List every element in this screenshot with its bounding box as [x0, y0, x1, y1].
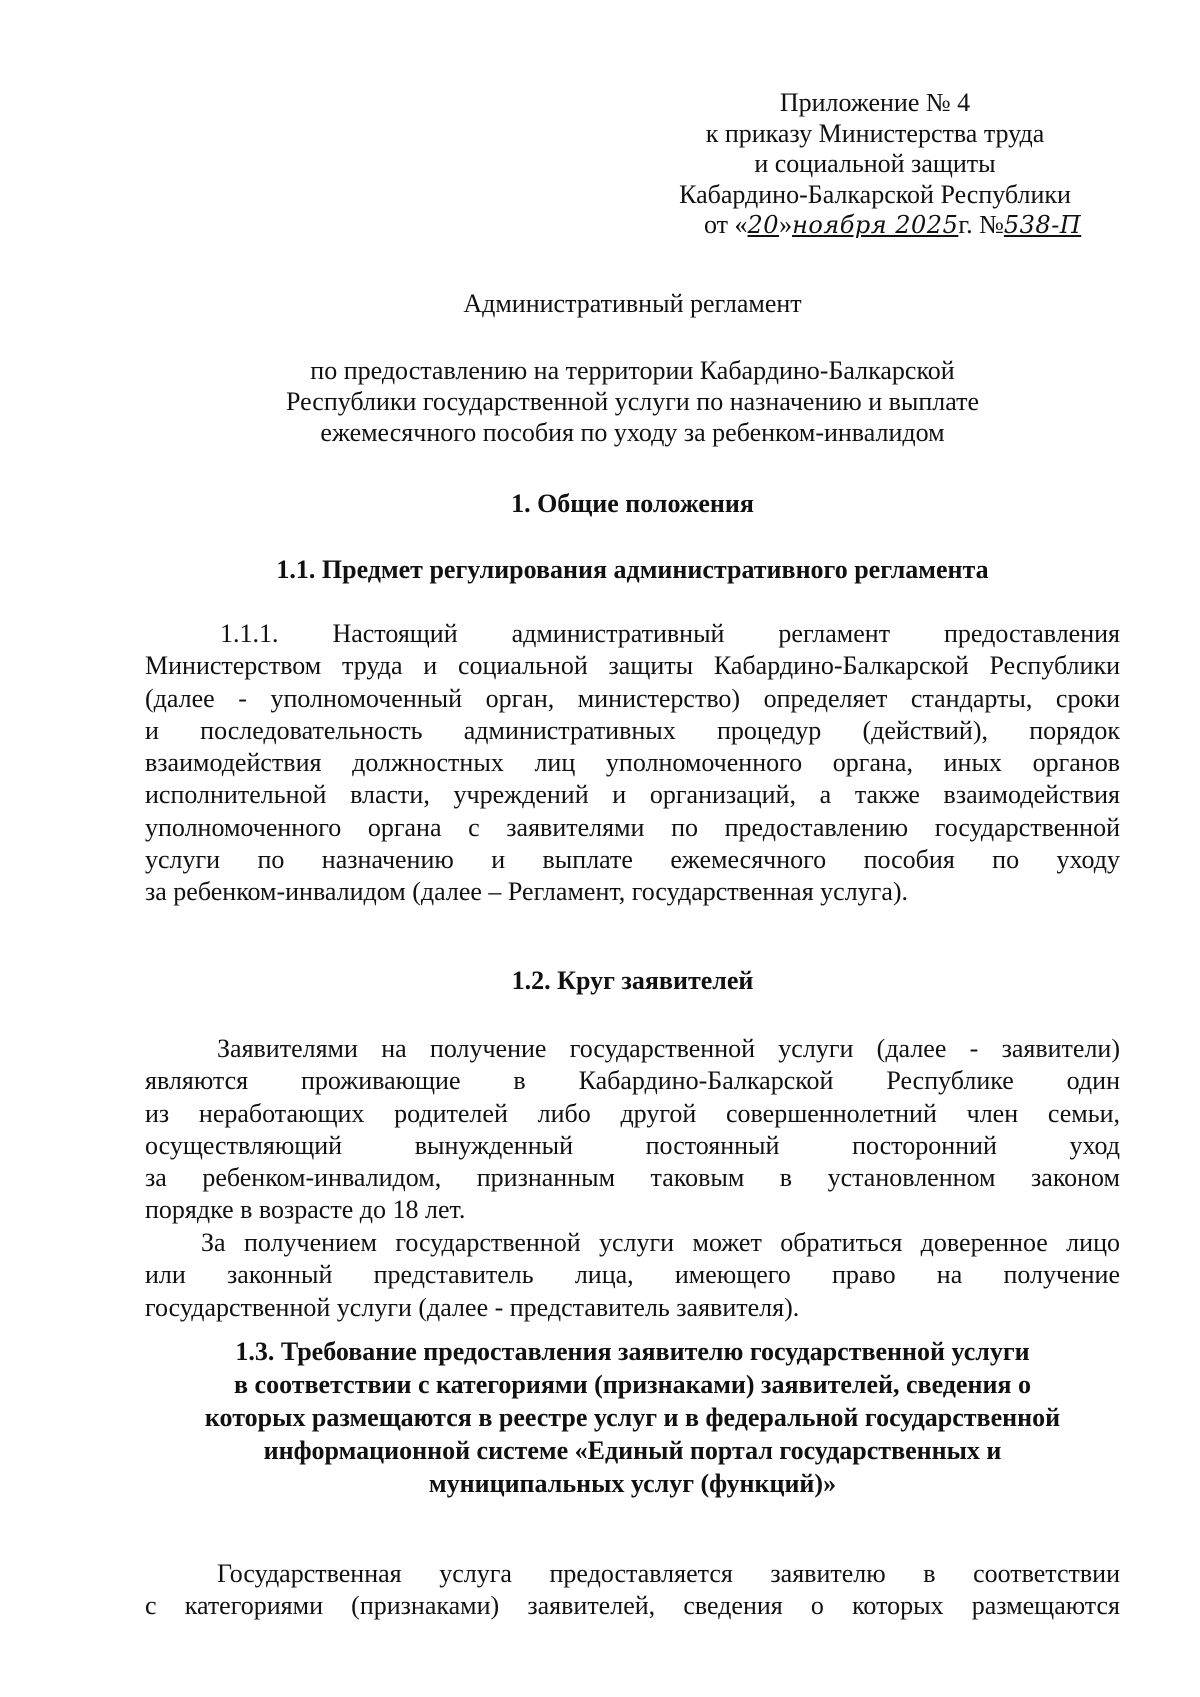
document-title-main: [145, 288, 1120, 320]
appendix-header: [640, 88, 1110, 241]
paragraph-line: Министерством труда и социальной защиты Кабардино-Балкарской Республики: [145, 651, 1120, 681]
paragraph-line: (далее - уполномоченный орган, министерство) определяет стандарты, сроки: [145, 683, 1120, 713]
document-title-sub: [145, 355, 1120, 448]
section-1-3-heading: [145, 1335, 1120, 1500]
paragraph-line: из неработающих родителей либо другой совершеннолетний член семьи,: [145, 1098, 1120, 1128]
date-suffix: г. №: [958, 210, 1004, 239]
heading-line: 1.3. Требование предоставления заявителю государственной услуги: [235, 1337, 1030, 1366]
paragraph-line: Государственная услуга предоставляется заявителю в соответствии: [217, 1559, 1120, 1588]
appendix-date-line: [704, 210, 1110, 241]
paragraph-line: за ребенком-инвалидом (далее – Регламент, государственная услуга).: [145, 877, 909, 907]
date-prefix: от «: [704, 210, 748, 239]
heading-line: которых размещаются в реестре услуг и в федеральной государственной: [204, 1403, 1061, 1432]
paragraph-line: и последовательность административных процедур (действий), порядок: [145, 715, 1120, 745]
section-1-heading: [145, 488, 1120, 520]
paragraph-line: исполнительной власти, учреждений и организаций, а также взаимодействия: [145, 780, 1120, 810]
date-day-handwritten: 20: [747, 211, 780, 239]
section-1-2-heading: [145, 965, 1120, 997]
paragraph-line: государственной услуги (далее - представитель заявителя).: [145, 1292, 800, 1322]
title-line-3: Республики государственной услуги по назначению и выплате: [285, 387, 980, 416]
doc-number-handwritten: 538-П: [1003, 211, 1082, 239]
paragraph-line: уполномоченного органа с заявителями по предоставлению государственной: [145, 812, 1120, 842]
section-1-2-paragraph-2: [145, 1227, 1120, 1324]
paragraph-line: или законный представитель лица, имеющего право на получение: [145, 1260, 1120, 1290]
paragraph-line: услуги по назначению и выплате ежемесячного пособия по уходу: [145, 845, 1120, 875]
paragraph-line: с категориями (признаками) заявителей, сведения о которых размещаются: [145, 1591, 1120, 1621]
date-mid: »: [779, 210, 793, 239]
heading-line: муниципальных услуг (функций)»: [428, 1469, 837, 1498]
heading-line: в соответствии с категориями (признаками) заявителей, сведения о: [233, 1370, 1031, 1399]
appendix-number: Приложение № 4: [779, 88, 971, 117]
section-1-3-paragraph: [145, 1558, 1120, 1623]
section-1-1-heading: [145, 554, 1120, 586]
paragraph-line: За получением государственной услуги может обратиться доверенное лицо: [201, 1228, 1120, 1257]
section-1-1-heading-text: 1.1. Предмет регулирования административного регламента: [276, 555, 989, 584]
title-line-4: ежемесячного пособия по уходу за ребенком-инвалидом: [320, 418, 945, 447]
paragraph-line: порядке в возрасте до 18 лет.: [145, 1195, 466, 1225]
paragraph-line: осуществляющий вынужденный постоянный посторонний уход: [145, 1130, 1120, 1160]
section-1-heading-text: 1. Общие положения: [511, 489, 754, 518]
paragraph-line: являются проживающие в Кабардино-Балкарской Республике один: [145, 1066, 1120, 1096]
section-1-2-heading-text: 1.2. Круг заявителей: [511, 966, 754, 995]
appendix-ministry: и социальной защиты: [754, 149, 996, 178]
paragraph-line: за ребенком-инвалидом, признанным таковым в установленном законом: [145, 1163, 1120, 1193]
title-line-1: Административный регламент: [463, 289, 802, 318]
date-month-year-handwritten: ноября 2025: [792, 211, 959, 239]
paragraph-line: Заявителями на получение государственной услуги (далее - заявители): [217, 1034, 1120, 1063]
section-1-2-paragraph-1: [145, 1033, 1120, 1227]
section-1-1-paragraph: [145, 618, 1120, 909]
title-line-2: по предоставлению на территории Кабардино-Балкарской: [310, 356, 955, 385]
appendix-republic: Кабардино-Балкарской Республики: [679, 179, 1071, 209]
paragraph-line: 1.1.1. Настоящий административный регламент предоставления: [220, 619, 1120, 648]
appendix-order-ref: к приказу Министерства труда: [705, 118, 1045, 148]
paragraph-line: взаимодействия должностных лиц уполномоченного органа, иных органов: [145, 748, 1120, 778]
heading-line: информационной системе «Единый портал государственных и: [263, 1436, 1002, 1465]
